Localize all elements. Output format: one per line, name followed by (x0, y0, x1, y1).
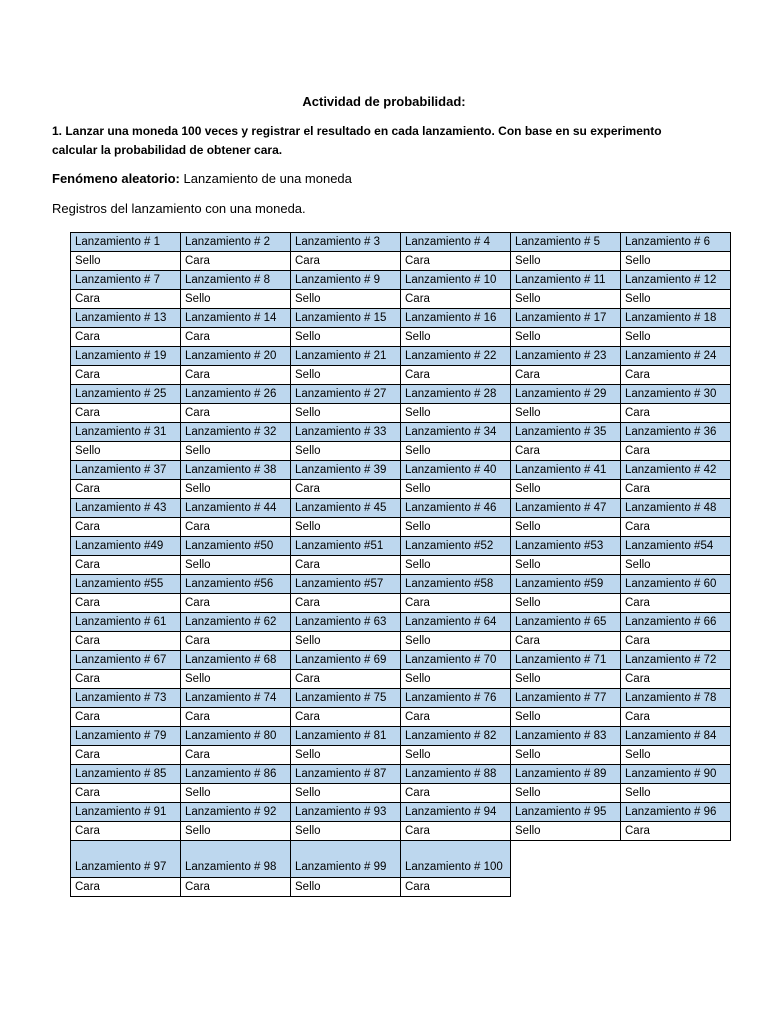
table-result-row (71, 252, 731, 271)
throw-label-cell: Lanzamiento # 87 (291, 765, 401, 784)
throw-label-cell: Lanzamiento # 12 (621, 271, 731, 290)
throw-label-cell: Lanzamiento # 24 (621, 347, 731, 366)
throw-result-cell: Sello (401, 404, 511, 423)
throw-label-cell: Lanzamiento #52 (401, 537, 511, 556)
throw-label-cell: Lanzamiento # 81 (291, 727, 401, 746)
throw-result-cell: Sello (511, 290, 621, 309)
throw-label-cell: Lanzamiento # 25 (71, 385, 181, 404)
throw-result-cell: Cara (71, 708, 181, 727)
throw-result-cell: Sello (511, 784, 621, 803)
throw-label-cell: Lanzamiento # 3 (291, 233, 401, 252)
throw-label-cell: Lanzamiento # 48 (621, 499, 731, 518)
records-table (70, 232, 731, 897)
throw-result-cell: Cara (71, 366, 181, 385)
throw-result-cell: Cara (621, 670, 731, 689)
table-header-row (71, 841, 731, 878)
throw-result-cell: Sello (511, 518, 621, 537)
throw-label-cell: Lanzamiento # 41 (511, 461, 621, 480)
throw-result-cell: Sello (291, 366, 401, 385)
throw-result-cell: Cara (621, 518, 731, 537)
throw-result-cell: Sello (511, 594, 621, 613)
throw-result-cell: Cara (71, 878, 181, 897)
throw-label-cell: Lanzamiento # 93 (291, 803, 401, 822)
throw-label-cell: Lanzamiento # 67 (71, 651, 181, 670)
table-header-row (71, 347, 731, 366)
table-result-row (71, 366, 731, 385)
throw-result-cell: Sello (621, 328, 731, 347)
throw-result-cell: Sello (401, 556, 511, 575)
throw-label-cell: Lanzamiento # 43 (71, 499, 181, 518)
throw-result-cell: Cara (401, 290, 511, 309)
throw-result-cell: Cara (71, 594, 181, 613)
throw-label-cell: Lanzamiento # 94 (401, 803, 511, 822)
throw-label-cell: Lanzamiento # 76 (401, 689, 511, 708)
throw-result-cell: Sello (621, 252, 731, 271)
throw-result-cell: Cara (401, 878, 511, 897)
throw-result-cell: Sello (291, 404, 401, 423)
throw-label-cell: Lanzamiento # 5 (511, 233, 621, 252)
throw-result-cell: Sello (401, 632, 511, 651)
throw-result-cell: Cara (181, 708, 291, 727)
throw-label-cell: Lanzamiento # 62 (181, 613, 291, 632)
table-header-row (71, 233, 731, 252)
throw-result-cell: Sello (291, 442, 401, 461)
table-result-row (71, 404, 731, 423)
throw-label-cell: Lanzamiento # 29 (511, 385, 621, 404)
table-header-row (71, 461, 731, 480)
throw-label-cell: Lanzamiento # 95 (511, 803, 621, 822)
throw-label-cell: Lanzamiento #55 (71, 575, 181, 594)
throw-result-cell: Sello (291, 328, 401, 347)
throw-label-cell: Lanzamiento # 90 (621, 765, 731, 784)
page-title: Actividad de probabilidad: (302, 94, 466, 109)
throw-result-cell: Sello (291, 290, 401, 309)
throw-result-cell: Sello (71, 252, 181, 271)
throw-result-cell: Cara (71, 784, 181, 803)
throw-result-cell: Sello (401, 480, 511, 499)
throw-label-cell: Lanzamiento #57 (291, 575, 401, 594)
throw-result-cell: Cara (181, 746, 291, 765)
empty-cell (511, 841, 621, 878)
throw-label-cell: Lanzamiento # 26 (181, 385, 291, 404)
throw-result-cell: Cara (71, 822, 181, 841)
table-header-row (71, 271, 731, 290)
throw-label-cell: Lanzamiento # 83 (511, 727, 621, 746)
throw-label-cell: Lanzamiento # 98 (181, 841, 291, 878)
instruction-text: 1. Lanzar una moneda 100 veces y registrar el resultado en cada lanzamiento. Con base en su experimento calcular la probabilidad de obtener cara. (52, 124, 662, 157)
throw-label-cell: Lanzamiento # 38 (181, 461, 291, 480)
throw-result-cell: Sello (511, 670, 621, 689)
table-result-row (71, 556, 731, 575)
throw-label-cell: Lanzamiento #59 (511, 575, 621, 594)
throw-label-cell: Lanzamiento # 96 (621, 803, 731, 822)
throw-result-cell: Cara (181, 878, 291, 897)
throw-label-cell: Lanzamiento #50 (181, 537, 291, 556)
throw-label-cell: Lanzamiento # 68 (181, 651, 291, 670)
throw-label-cell: Lanzamiento # 39 (291, 461, 401, 480)
throw-label-cell: Lanzamiento #54 (621, 537, 731, 556)
throw-result-cell: Sello (291, 518, 401, 537)
throw-label-cell: Lanzamiento # 23 (511, 347, 621, 366)
throw-label-cell: Lanzamiento # 66 (621, 613, 731, 632)
throw-label-cell: Lanzamiento # 80 (181, 727, 291, 746)
throw-result-cell: Sello (181, 670, 291, 689)
throw-result-cell: Cara (511, 366, 621, 385)
throw-label-cell: Lanzamiento # 78 (621, 689, 731, 708)
throw-result-cell: Sello (181, 480, 291, 499)
throw-result-cell: Sello (181, 822, 291, 841)
throw-result-cell: Cara (291, 252, 401, 271)
throw-result-cell: Sello (291, 878, 401, 897)
throw-result-cell: Cara (71, 328, 181, 347)
throw-label-cell: Lanzamiento # 60 (621, 575, 731, 594)
throw-label-cell: Lanzamiento # 40 (401, 461, 511, 480)
throw-label-cell: Lanzamiento # 21 (291, 347, 401, 366)
throw-result-cell: Sello (511, 822, 621, 841)
throw-label-cell: Lanzamiento # 85 (71, 765, 181, 784)
throw-label-cell: Lanzamiento # 4 (401, 233, 511, 252)
throw-result-cell: Sello (401, 746, 511, 765)
throw-result-cell: Cara (401, 594, 511, 613)
throw-label-cell: Lanzamiento #53 (511, 537, 621, 556)
throw-result-cell: Sello (511, 404, 621, 423)
throw-result-cell: Cara (291, 594, 401, 613)
throw-result-cell: Cara (71, 518, 181, 537)
records-label: Registros del lanzamiento con una moneda. (52, 201, 306, 216)
throw-result-cell: Sello (621, 290, 731, 309)
throw-label-cell: Lanzamiento #49 (71, 537, 181, 556)
throw-label-cell: Lanzamiento # 75 (291, 689, 401, 708)
throw-label-cell: Lanzamiento # 69 (291, 651, 401, 670)
throw-result-cell: Sello (401, 442, 511, 461)
throw-label-cell: Lanzamiento # 61 (71, 613, 181, 632)
table-result-row (71, 290, 731, 309)
throw-result-cell: Sello (291, 784, 401, 803)
throw-result-cell: Sello (511, 252, 621, 271)
throw-label-cell: Lanzamiento # 79 (71, 727, 181, 746)
throw-label-cell: Lanzamiento # 30 (621, 385, 731, 404)
throw-result-cell: Cara (401, 822, 511, 841)
table-header-row (71, 613, 731, 632)
table-result-row (71, 632, 731, 651)
throw-result-cell: Cara (71, 404, 181, 423)
table-header-row (71, 309, 731, 328)
table-result-row (71, 746, 731, 765)
throw-result-cell: Cara (511, 442, 621, 461)
throw-result-cell: Sello (291, 632, 401, 651)
throw-result-cell: Cara (401, 252, 511, 271)
throw-label-cell: Lanzamiento # 11 (511, 271, 621, 290)
throw-result-cell: Cara (71, 480, 181, 499)
throw-result-cell: Cara (621, 480, 731, 499)
throw-label-cell: Lanzamiento # 84 (621, 727, 731, 746)
table-result-row (71, 670, 731, 689)
throw-label-cell: Lanzamiento # 35 (511, 423, 621, 442)
throw-label-cell: Lanzamiento # 82 (401, 727, 511, 746)
throw-label-cell: Lanzamiento # 70 (401, 651, 511, 670)
throw-result-cell: Cara (291, 480, 401, 499)
throw-label-cell: Lanzamiento # 19 (71, 347, 181, 366)
throw-result-cell: Cara (621, 632, 731, 651)
table-result-row (71, 594, 731, 613)
throw-result-cell: Cara (401, 708, 511, 727)
throw-label-cell: Lanzamiento # 7 (71, 271, 181, 290)
table-result-row (71, 878, 731, 897)
throw-label-cell: Lanzamiento # 88 (401, 765, 511, 784)
empty-cell (621, 841, 731, 878)
throw-result-cell: Sello (291, 822, 401, 841)
throw-result-cell: Cara (71, 632, 181, 651)
throw-label-cell: Lanzamiento # 97 (71, 841, 181, 878)
throw-result-cell: Sello (181, 784, 291, 803)
throw-label-cell: Lanzamiento # 34 (401, 423, 511, 442)
throw-label-cell: Lanzamiento # 73 (71, 689, 181, 708)
phenomenon-value: Lanzamiento de una moneda (183, 171, 352, 186)
throw-label-cell: Lanzamiento # 2 (181, 233, 291, 252)
throw-result-cell: Sello (621, 556, 731, 575)
throw-label-cell: Lanzamiento # 6 (621, 233, 731, 252)
throw-result-cell: Sello (181, 556, 291, 575)
throw-result-cell: Sello (511, 708, 621, 727)
throw-label-cell: Lanzamiento # 17 (511, 309, 621, 328)
throw-result-cell: Cara (291, 556, 401, 575)
throw-label-cell: Lanzamiento # 33 (291, 423, 401, 442)
empty-cell (511, 878, 621, 897)
table-result-row (71, 708, 731, 727)
throw-result-cell: Cara (181, 518, 291, 537)
phenomenon-label: Fenómeno aleatorio: (52, 171, 180, 186)
throw-label-cell: Lanzamiento # 28 (401, 385, 511, 404)
throw-label-cell: Lanzamiento # 77 (511, 689, 621, 708)
throw-label-cell: Lanzamiento # 27 (291, 385, 401, 404)
table-result-row (71, 822, 731, 841)
throw-label-cell: Lanzamiento # 92 (181, 803, 291, 822)
table-header-row (71, 765, 731, 784)
throw-label-cell: Lanzamiento # 8 (181, 271, 291, 290)
throw-label-cell: Lanzamiento # 64 (401, 613, 511, 632)
throw-result-cell: Sello (291, 746, 401, 765)
throw-label-cell: Lanzamiento # 99 (291, 841, 401, 878)
records-table-body (71, 233, 731, 897)
throw-result-cell: Cara (621, 594, 731, 613)
throw-result-cell: Cara (181, 404, 291, 423)
table-header-row (71, 727, 731, 746)
throw-result-cell: Cara (181, 252, 291, 271)
throw-label-cell: Lanzamiento # 44 (181, 499, 291, 518)
throw-result-cell: Sello (71, 442, 181, 461)
table-header-row (71, 423, 731, 442)
throw-label-cell: Lanzamiento # 71 (511, 651, 621, 670)
table-header-row (71, 499, 731, 518)
throw-label-cell: Lanzamiento # 72 (621, 651, 731, 670)
table-result-row (71, 518, 731, 537)
throw-label-cell: Lanzamiento # 22 (401, 347, 511, 366)
throw-result-cell: Sello (181, 442, 291, 461)
throw-result-cell: Cara (181, 632, 291, 651)
throw-label-cell: Lanzamiento # 31 (71, 423, 181, 442)
throw-label-cell: Lanzamiento # 65 (511, 613, 621, 632)
throw-result-cell: Sello (621, 746, 731, 765)
throw-label-cell: Lanzamiento # 14 (181, 309, 291, 328)
throw-result-cell: Cara (621, 442, 731, 461)
throw-result-cell: Cara (181, 594, 291, 613)
throw-result-cell: Sello (401, 670, 511, 689)
throw-result-cell: Cara (181, 328, 291, 347)
throw-label-cell: Lanzamiento #56 (181, 575, 291, 594)
throw-label-cell: Lanzamiento # 86 (181, 765, 291, 784)
table-header-row (71, 651, 731, 670)
table-result-row (71, 784, 731, 803)
throw-label-cell: Lanzamiento # 36 (621, 423, 731, 442)
throw-label-cell: Lanzamiento # 10 (401, 271, 511, 290)
throw-label-cell: Lanzamiento # 63 (291, 613, 401, 632)
throw-label-cell: Lanzamiento # 20 (181, 347, 291, 366)
throw-label-cell: Lanzamiento #51 (291, 537, 401, 556)
throw-result-cell: Cara (621, 822, 731, 841)
throw-result-cell: Cara (71, 746, 181, 765)
throw-label-cell: Lanzamiento # 100 (401, 841, 511, 878)
throw-label-cell: Lanzamiento # 89 (511, 765, 621, 784)
throw-result-cell: Cara (71, 556, 181, 575)
throw-result-cell: Sello (401, 328, 511, 347)
throw-result-cell: Cara (621, 366, 731, 385)
throw-label-cell: Lanzamiento # 18 (621, 309, 731, 328)
table-header-row (71, 803, 731, 822)
throw-label-cell: Lanzamiento #58 (401, 575, 511, 594)
throw-label-cell: Lanzamiento # 32 (181, 423, 291, 442)
throw-result-cell: Cara (291, 670, 401, 689)
throw-label-cell: Lanzamiento # 47 (511, 499, 621, 518)
table-header-row (71, 689, 731, 708)
throw-result-cell: Sello (511, 480, 621, 499)
throw-result-cell: Cara (621, 708, 731, 727)
throw-result-cell: Cara (401, 366, 511, 385)
table-result-row (71, 442, 731, 461)
throw-label-cell: Lanzamiento # 42 (621, 461, 731, 480)
throw-result-cell: Sello (621, 784, 731, 803)
throw-label-cell: Lanzamiento # 16 (401, 309, 511, 328)
throw-result-cell: Sello (511, 746, 621, 765)
throw-result-cell: Sello (181, 290, 291, 309)
throw-label-cell: Lanzamiento # 13 (71, 309, 181, 328)
throw-label-cell: Lanzamiento # 74 (181, 689, 291, 708)
throw-result-cell: Cara (401, 784, 511, 803)
throw-label-cell: Lanzamiento # 1 (71, 233, 181, 252)
table-header-row (71, 575, 731, 594)
throw-result-cell: Cara (291, 708, 401, 727)
throw-result-cell: Sello (511, 556, 621, 575)
throw-result-cell: Cara (181, 366, 291, 385)
empty-cell (621, 878, 731, 897)
throw-result-cell: Cara (71, 670, 181, 689)
throw-result-cell: Cara (511, 632, 621, 651)
throw-label-cell: Lanzamiento # 15 (291, 309, 401, 328)
throw-label-cell: Lanzamiento # 45 (291, 499, 401, 518)
throw-label-cell: Lanzamiento # 9 (291, 271, 401, 290)
table-result-row (71, 328, 731, 347)
throw-label-cell: Lanzamiento # 46 (401, 499, 511, 518)
throw-result-cell: Cara (71, 290, 181, 309)
throw-result-cell: Cara (621, 404, 731, 423)
throw-label-cell: Lanzamiento # 37 (71, 461, 181, 480)
throw-result-cell: Sello (511, 328, 621, 347)
phenomenon-line (52, 171, 352, 186)
throw-label-cell: Lanzamiento # 91 (71, 803, 181, 822)
table-header-row (71, 385, 731, 404)
table-result-row (71, 480, 731, 499)
table-header-row (71, 537, 731, 556)
throw-result-cell: Sello (401, 518, 511, 537)
